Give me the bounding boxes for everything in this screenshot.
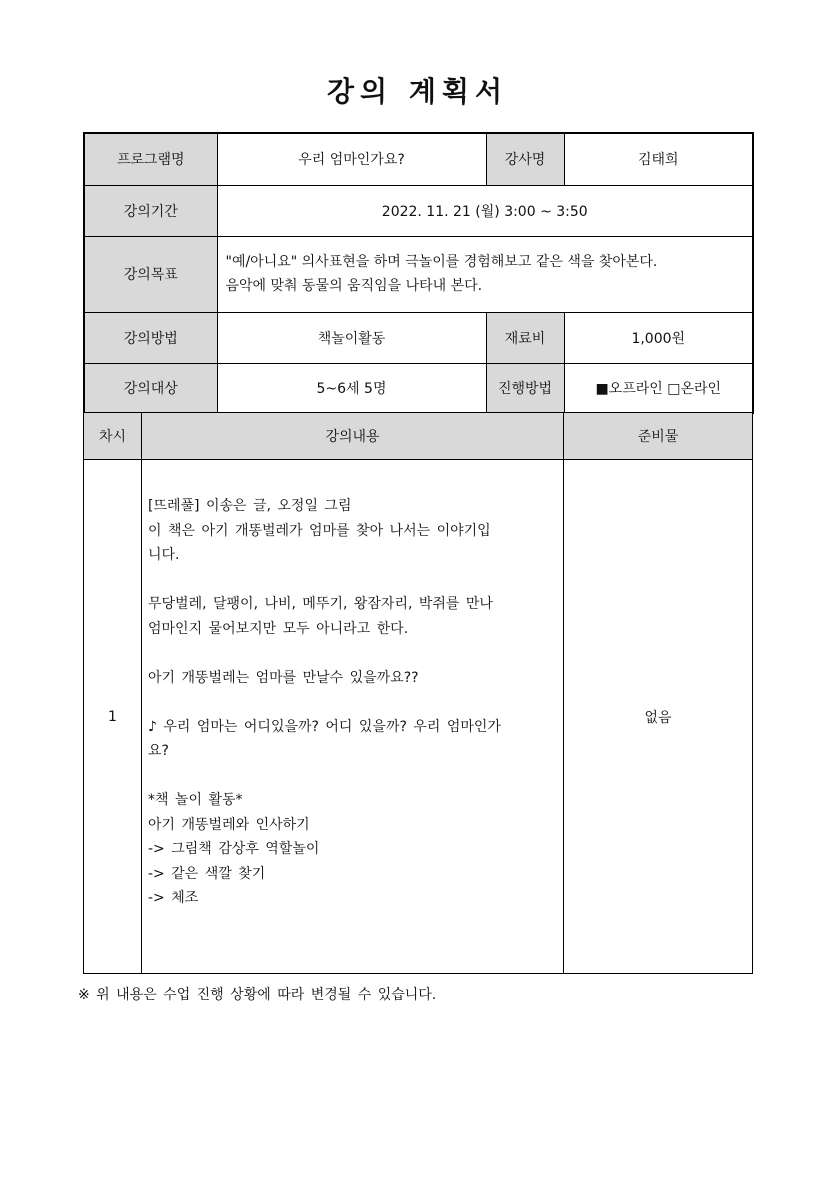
content-line: 아기 개똥벌레와 인사하기 (148, 816, 310, 833)
info-row-method (84, 312, 753, 363)
content-line: 요? (148, 743, 169, 759)
content-line: ♪ 우리 엄마는 어디있을까? 어디 있을까? 우리 엄마인가 (148, 718, 501, 735)
target-label: 강의대상 (84, 363, 217, 413)
session-content (142, 460, 564, 974)
notice-text: ※ 위 내용은 수업 진행 상황에 따라 변경될 수 있습니다. (78, 987, 437, 1003)
content-line: 아기 개똥벌레는 엄마를 만날수 있을까요?? (148, 669, 419, 686)
content-line: 무당벌레, 달팽이, 나비, 메뚜기, 왕잠자리, 박쥐를 만나 (148, 596, 493, 612)
session-header: 차시 (84, 413, 142, 460)
content-line: -> 같은 색깔 찾기 (148, 865, 266, 882)
info-row-goal (84, 236, 753, 312)
preparation-value: 없음 (564, 460, 753, 974)
method-label: 강의방법 (84, 312, 217, 363)
target-value: 5~6세 5명 (217, 363, 486, 413)
content-line: -> 체조 (148, 890, 199, 906)
content-line: [뜨레풀] 이송은 글, 오정일 그림 (148, 498, 352, 514)
mode-value: ■오프라인 □온라인 (564, 363, 753, 413)
info-row-program (84, 133, 753, 185)
material-fee-value: 1,000원 (564, 312, 753, 363)
program-value: 우리 엄마인가요? (217, 133, 486, 185)
period-label: 강의기간 (84, 185, 217, 236)
content-line: -> 그림책 감상후 역할놀이 (148, 841, 320, 857)
period-value: 2022. 11. 21 (월) 3:00 ~ 3:50 (217, 185, 753, 236)
session-table (83, 412, 753, 974)
goal-line: 음악에 맞춰 동물의 움직임을 나타내 본다. (225, 278, 483, 294)
content-line (148, 641, 555, 666)
program-label: 프로그램명 (84, 133, 217, 185)
material-fee-label: 재료비 (486, 312, 564, 363)
content-line (148, 690, 555, 715)
goal-line: "예/아니요" 의사표현을 하며 극놀이를 경험해보고 같은 색을 찾아본다. (225, 254, 658, 270)
content-header: 강의내용 (142, 413, 564, 460)
session-header-row (84, 413, 753, 460)
page-title: 강의 계획서 (327, 75, 508, 108)
content-line: 니다. (148, 547, 180, 563)
instructor-label: 강사명 (486, 133, 564, 185)
mode-label: 진행방법 (486, 363, 564, 413)
instructor-value: 김태희 (564, 133, 753, 185)
info-row-target (84, 363, 753, 413)
info-table (83, 132, 754, 414)
content-line: *책 놀이 활동* (148, 792, 243, 808)
goal-value (217, 236, 753, 312)
info-row-period (84, 185, 753, 236)
content-line: 이 책은 아기 개똥벌레가 엄마를 찾아 나서는 이야기입 (148, 522, 491, 539)
preparation-header: 준비물 (564, 413, 753, 460)
content-line: 엄마인지 물어보지만 모두 아니라고 한다. (148, 620, 409, 637)
session-number: 1 (84, 460, 142, 974)
content-line (148, 764, 555, 789)
table-row (84, 460, 753, 974)
method-value: 책놀이활동 (217, 312, 486, 363)
content-line (148, 568, 555, 593)
goal-label: 강의목표 (84, 236, 217, 312)
